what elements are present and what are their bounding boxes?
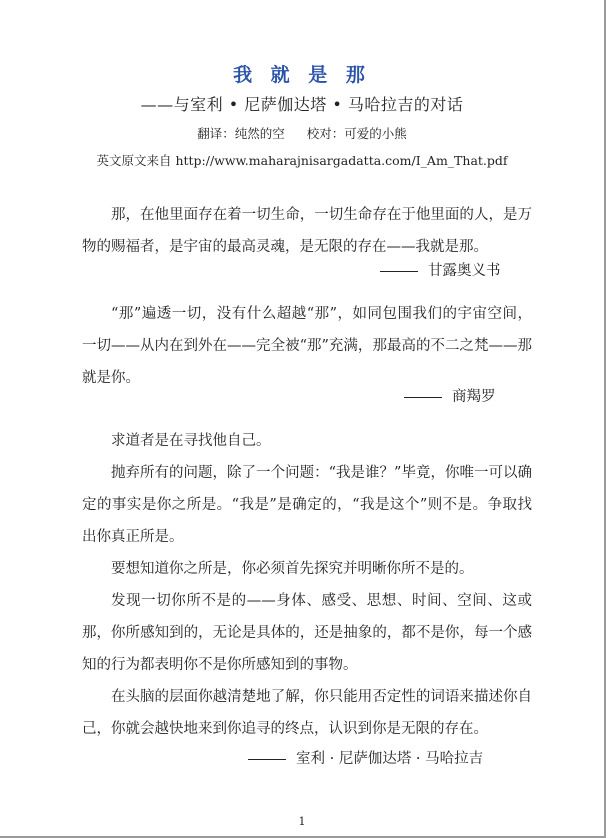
epigraph-1-text: 那，在他里面存在着一切生命，一切生命存在于他里面的人，是万物的赐福者，是宇宙的最高灵魂，是无限的存在——我就是那。 — [82, 207, 532, 255]
em-dash-rule — [380, 271, 418, 272]
epigraph-2-source: 商羯罗 — [452, 389, 496, 405]
page-subtitle: ——与室利 • 尼萨伽达塔 • 马哈拉吉的对话 — [140, 95, 464, 114]
main-text — [82, 425, 532, 745]
translator-credit: 翻译：纯然的空 — [197, 126, 285, 141]
paragraph-5: 在头脑的层面你越清楚地了解，你只能用否定性的词语来描述你自己，你就会越快地来到你追寻的终点，认识到你是无限的存在。 — [82, 689, 532, 737]
paragraph-4: 发现一切你所不是的——身体、感受、思想、时间、空间、这或那，你所感知到的，无论是具体的，还是抽象的，都不是你，每一个感知的行为都表明你不是你所感知到的事物。 — [82, 593, 532, 673]
epigraph-1 — [82, 199, 532, 263]
page-title: 我 就 是 那 — [233, 64, 371, 86]
proofreader-credit: 校对：可爱的小熊 — [306, 126, 407, 141]
epigraph-1-source: 甘露奥义书 — [428, 263, 501, 279]
epigraph-2 — [82, 298, 532, 394]
author-name: 室利 · 尼萨伽达塔 · 马哈拉吉 — [296, 751, 484, 767]
paragraph-2: 抛弃所有的问题，除了一个问题：“我是谁？”毕竟，你唯一可以确定的事实是你之所是。“我是”是确定的，“我是这个”则不是。争取找出你真正所是。 — [82, 465, 532, 545]
epigraph-1-attribution — [380, 259, 501, 280]
paragraph-3: 要想知道你之所是，你必须首先探究并明晰你所不是的。 — [111, 561, 474, 577]
paragraph-1: 求道者是在寻找他自己。 — [111, 433, 271, 449]
source-note: 英文原文来自 http://www.maharajnisargadatta.com/I_Am_That.pdf — [96, 153, 508, 168]
em-dash-rule — [248, 759, 286, 760]
epigraph-2-attribution — [404, 385, 496, 406]
main-attribution — [248, 747, 483, 768]
page-number: 1 — [298, 815, 306, 828]
epigraph-2-text: “那”遍透一切，没有什么超越“那”，如同包围我们的宇宙空间，一切——从内在到外在——完全被“那”充满，那最高的不二之梵——那就是你。 — [82, 306, 532, 386]
credits-line — [0, 124, 604, 142]
em-dash-rule — [404, 397, 442, 398]
